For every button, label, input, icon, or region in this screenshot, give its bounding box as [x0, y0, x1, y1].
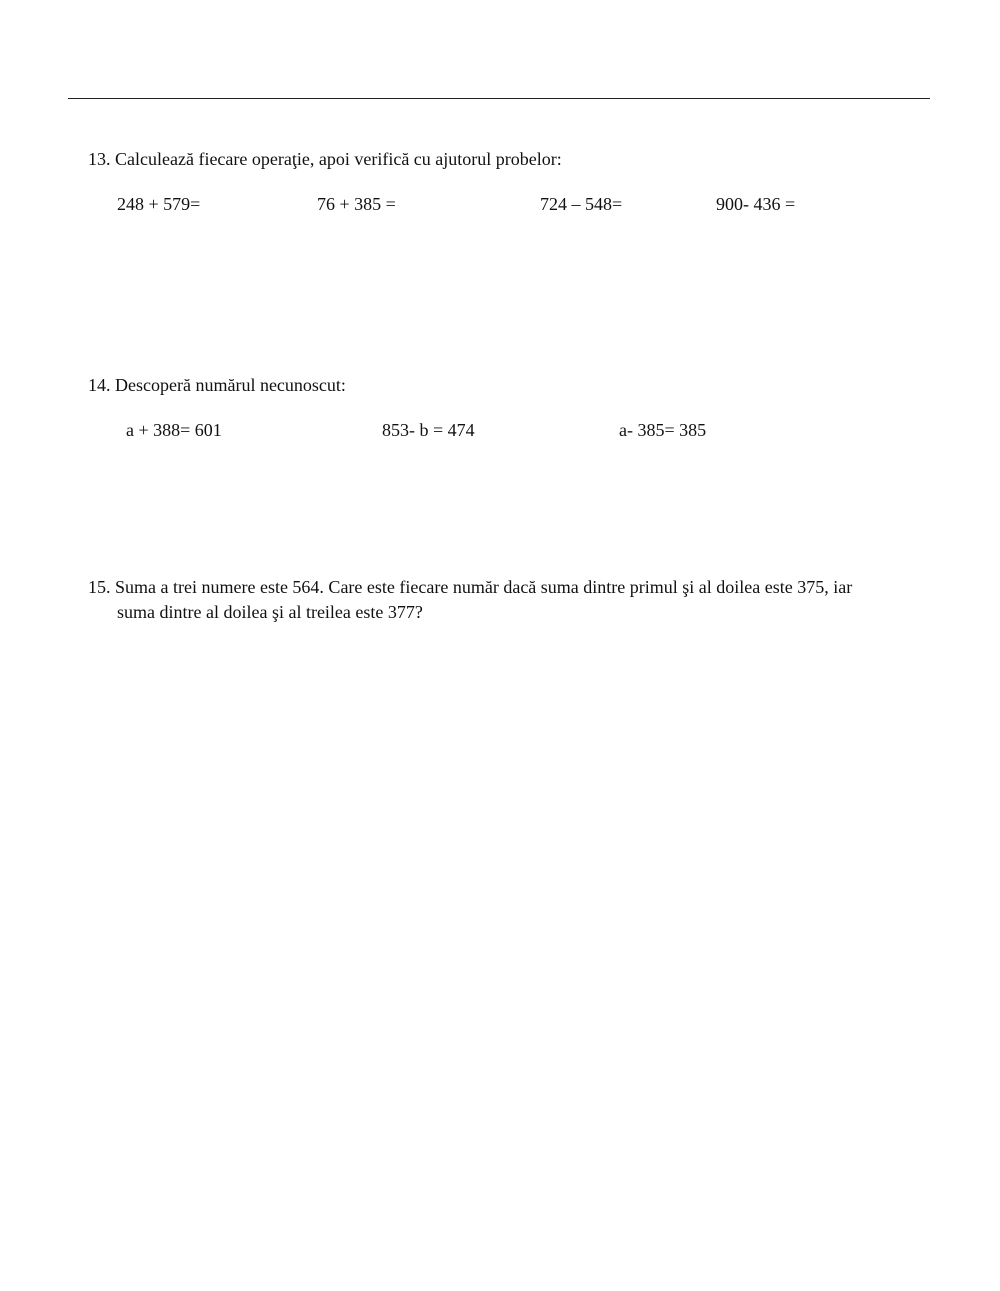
exercise-13-title: 13. Calculează fiecare operaţie, apoi verifică cu ajutorul probelor: — [88, 149, 562, 169]
exercise-15-text-line-1: 15. Suma a trei numere este 564. Care este fiecare număr dacă suma dintre primul şi al doilea este 375, iar — [88, 577, 853, 597]
exercise-14-title: 14. Descoperă numărul necunoscut: — [88, 375, 346, 395]
exercise-14-equation-1: a + 388= 601 — [126, 420, 222, 440]
exercise-14-equation-3: a- 385= 385 — [619, 420, 707, 440]
exercise-14-equation-2: 853- b = 474 — [382, 420, 475, 440]
header-divider — [68, 98, 930, 99]
exercise-13-operation-2: 76 + 385 = — [317, 194, 396, 214]
exercise-13-operation-3: 724 – 548= — [540, 194, 623, 214]
exercise-13-operation-4: 900- 436 = — [716, 194, 796, 214]
exercise-15-text-line-2: suma dintre al doilea şi al treilea este 377? — [117, 602, 423, 622]
exercise-13-operation-1: 248 + 579= — [117, 194, 201, 214]
